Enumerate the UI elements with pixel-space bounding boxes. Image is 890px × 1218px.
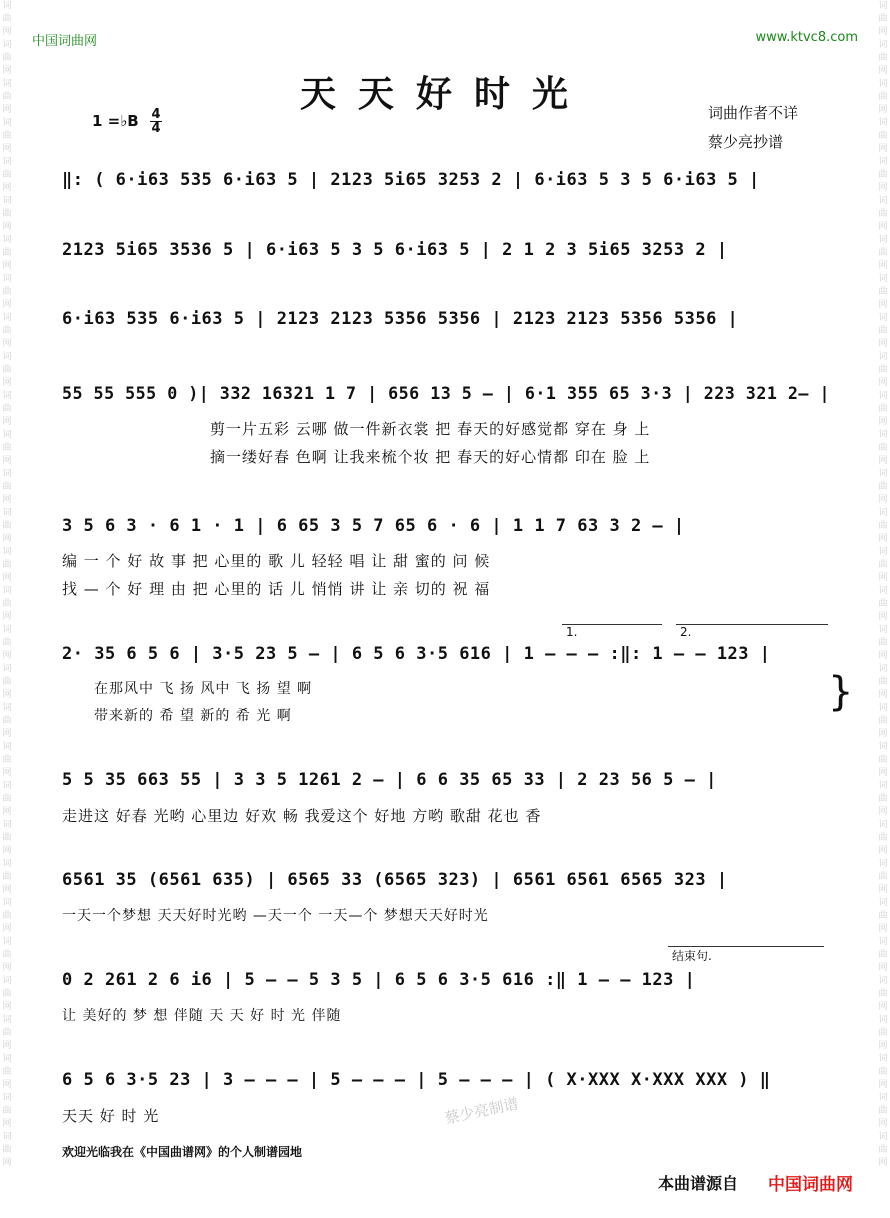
lyric-row-6-verse-2: 带来新的 希 望 新的 希 光 啊 <box>94 708 292 724</box>
side-watermark-right: 词曲网词曲网词曲网词曲网词曲网词曲网词曲网词曲网词曲网词曲网词曲网词曲网词曲网词曲网词曲网词曲网词曲网词曲网词曲网词曲网词曲网词曲网词曲网词曲网词曲网词曲网词曲网词曲网词曲网词曲网 <box>878 1 888 1168</box>
side-watermark-left: 词曲网词曲网词曲网词曲网词曲网词曲网词曲网词曲网词曲网词曲网词曲网词曲网词曲网词曲网词曲网词曲网词曲网词曲网词曲网词曲网词曲网词曲网词曲网词曲网词曲网词曲网词曲网词曲网词曲网词曲网 <box>2 1 12 1168</box>
score-row-3: 6·i63 535 6·i63 5 | 2123 2123 5356 5356 | 2123 2123 5356 5356 | <box>62 309 739 329</box>
score-row-1: ‖: ( 6·i63 535 6·i63 5 | 2123 5i65 3253 2 | 6·i63 5 3 5 6·i63 5 | <box>62 170 760 190</box>
ending-label: 结束句. <box>672 949 712 963</box>
footer-source-site: 中国词曲网 <box>768 1175 853 1195</box>
volta-2-label: 2. <box>680 625 692 639</box>
time-signature <box>150 108 162 135</box>
lyric-row-5-verse-1: 编 一 个 好 故 事 把 心里的 歌 儿 轻轻 唱 让 甜 蜜的 问 候 <box>62 552 491 570</box>
lyric-row-7: 走进这 好春 光哟 心里边 好欢 畅 我爱这个 好地 方哟 歌甜 花也 香 <box>62 807 542 825</box>
lyric-row-4-verse-1: 剪一片五彩 云哪 做一件新衣裳 把 春天的好感觉都 穿在 身 上 <box>210 420 651 438</box>
site-url-right: www.ktvc8.com <box>755 30 858 45</box>
lyric-row-6-verse-1: 在那风中 飞 扬 风中 飞 扬 望 啊 <box>94 681 313 697</box>
song-title: 天天好时光 <box>299 73 590 115</box>
score-row-6: 2· 35 6 5 6 | 3·5 23 5 — | 6 5 6 3·5 616 | 1 — — — :‖: 1 — — 123 | <box>62 644 771 664</box>
lyric-row-8: 一天一个梦想 天天好时光哟 —天一个 一天—个 梦想天天好时光 <box>62 908 489 924</box>
transcriber-credit: 蔡少亮抄谱 <box>708 133 784 151</box>
score-row-7: 5 5 35 663 55 | 3 3 5 1261 2 — | 6 6 35 65 33 | 2 23 56 5 — | <box>62 770 717 790</box>
volta-2-line <box>676 624 828 625</box>
composer-credit: 词曲作者不详 <box>708 104 799 122</box>
score-row-5: 3 5 6 3 · 6 1 · 1 | 6 65 3 5 7 65 6 · 6 | 1 1 7 63 3 2 — | <box>62 516 685 536</box>
lyric-row-4-verse-2: 摘一缕好春 色啊 让我来梳个妆 把 春天的好心情都 印在 脸 上 <box>210 448 651 466</box>
lyric-row-5-verse-2: 找 — 个 好 理 由 把 心里的 话 儿 悄悄 讲 让 亲 切的 祝 福 <box>62 580 491 598</box>
score-row-8: 6561 35 (6561 635) | 6565 33 (6565 323) | 6561 6561 6565 323 | <box>62 870 728 890</box>
lyric-row-9: 让 美好的 梦 想 伴随 天 天 好 时 光 伴随 <box>62 1008 342 1024</box>
transcriber-watermark: 蔡少亮制谱 <box>443 1094 521 1128</box>
verse-bracket: } <box>828 669 854 715</box>
time-signature-bottom: 4 <box>151 121 161 136</box>
score-row-2: 2123 5i65 3536 5 | 6·i63 5 3 5 6·i63 5 | 2 1 2 3 5i65 3253 2 | <box>62 240 728 260</box>
volta-1-label: 1. <box>566 625 578 639</box>
key-signature: 1 =♭B <box>92 112 139 130</box>
footer-source-label: 本曲谱源自 <box>658 1174 739 1193</box>
score-row-4: 55 55 555 0 )| 332 16321 1 7 | 656 13 5 — | 6·1 355 65 3·3 | 223 321 2— | <box>62 384 830 404</box>
score-row-10: 6 5 6 3·5 23 | 3 — — — | 5 — — — | 5 — — — | ( X·XXX X·XXX XXX ) ‖ <box>62 1070 771 1090</box>
time-signature-top: 4 <box>151 107 161 122</box>
footer-note: 欢迎光临我在《中国曲谱网》的个人制谱园地 <box>62 1145 303 1159</box>
score-row-9: 0 2 261 2 6 i6 | 5 — — 5 3 5 | 6 5 6 3·5 616 :‖ 1 — — 123 | <box>62 970 696 990</box>
lyric-row-10: 天天 好 时 光 <box>62 1107 160 1125</box>
site-name-left: 中国词曲网 <box>32 34 98 49</box>
